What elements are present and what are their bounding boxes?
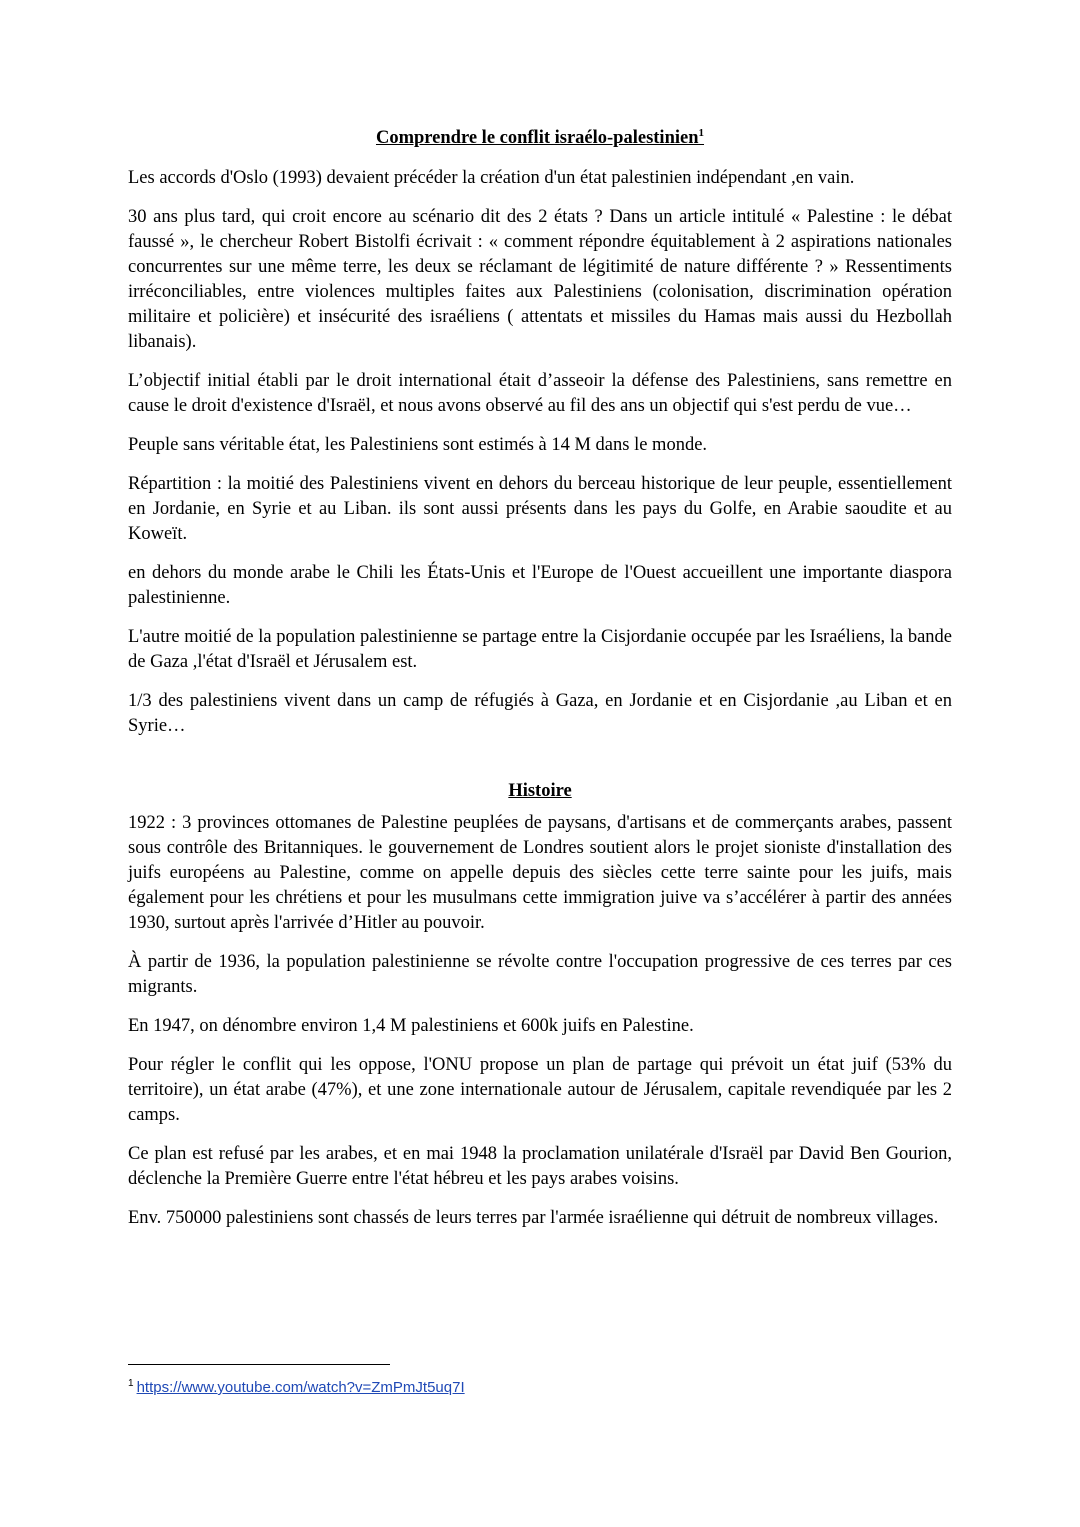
- title-text: Comprendre le conflit israélo-palestinien: [375, 128, 699, 148]
- footnote-mark: 1: [128, 1378, 134, 1389]
- paragraph-750000: Env. 750000 palestiniens sont chassés de leurs terres par l'armée israélienne qui détruit de nombreux villages.: [128, 1208, 939, 1228]
- paragraph-1948: Ce plan est refusé par les arabes, et en mai 1948 la proclamation unilatérale d'Israël par David Ben Gourion, déclenche la Première Guerre entre l'état hébreu et les pays arabes voisins.: [128, 1144, 952, 1189]
- paragraph-1936: À partir de 1936, la population palestinienne se révolte contre l'occupation progressive de ces terres par ces migrants.: [128, 952, 952, 997]
- footnote-separator: [128, 1364, 390, 1365]
- history-heading: Histoire: [508, 781, 572, 801]
- paragraph-oslo: Les accords d'Oslo (1993) devaient précéder la création d'un état palestinien indépendant ,en vain.: [128, 168, 855, 188]
- paragraph-1922: 1922 : 3 provinces ottomanes de Palestine peuplées de paysans, d'artisans et de commerçants arabes, passent sous contrôle des Britanniques. le gouvernement de Londres soutient alors le projet sioniste d'installation des juifs européens au Palestine, comme on appelle depuis des siècles cette terre sainte pour les juifs, mais également pour les chrétiens et pour les musulmans cette immigration juive va s’accélérer à partir des années 1930, surtout après l'arrivée d’Hitler au pouvoir.: [128, 813, 952, 933]
- paragraph-1947: En 1947, on dénombre environ 1,4 M palestiniens et 600k juifs en Palestine.: [128, 1016, 694, 1036]
- title-footnote-mark[interactable]: 1: [698, 126, 705, 139]
- paragraph-refugee-camps: 1/3 des palestiniens vivent dans un camp de réfugiés à Gaza, en Jordanie et en Cisjordanie ,au Liban et en Syrie…: [128, 691, 952, 736]
- paragraph-objective: L’objectif initial établi par le droit international était d’asseoir la défense des Palestiniens, sans remettre en cause le droit d'existence d'Israël, et nous avons observé au fil des ans un objectif qui s'est perdu de vue…: [128, 371, 952, 416]
- paragraph-diaspora: en dehors du monde arabe le Chili les États-Unis et l'Europe de l'Ouest accueillent une importante diaspora palestinienne.: [128, 563, 952, 608]
- paragraph-onu-plan: Pour régler le conflit qui les oppose, l'ONU propose un plan de partage qui prévoit un état juif (53% du territoire), un état arabe (47%), et une zone internationale autour de Jérusalem, capitale revendiquée par les 2 camps.: [128, 1055, 952, 1125]
- paragraph-distribution: Répartition : la moitié des Palestiniens vivent en dehors du berceau historique de leur peuple, essentiellement en Jordanie, en Syrie et au Liban. ils sont aussi présents dans les pays du Golfe, en Arabie saoudite et au Koweït.: [128, 474, 952, 544]
- document-title: [128, 126, 952, 151]
- footnote: [128, 1378, 465, 1398]
- footnote-link[interactable]: https://www.youtube.com/watch?v=ZmPmJt5uq7I: [136, 1379, 465, 1396]
- document-body: [128, 126, 952, 1245]
- paragraph-two-states: 30 ans plus tard, qui croit encore au scénario dit des 2 états ? Dans un article intitulé « Palestine : le débat faussé », le chercheur Robert Bistolfi écrivait : « comment répondre équitablement à 2 aspirations nationales concurrentes sur une même terre, les deux se réclamant de légitimité de nature différente ? » Ressentiments irréconciliables, entre violences multiples faites aux Palestiniens (colonisation, discrimination opération militaire et policière) et insécurité des israéliens ( attentats et missiles du Hamas mais aussi du Hezbollah libanais).: [128, 207, 952, 352]
- paragraph-population: Peuple sans véritable état, les Palestiniens sont estimés à 14 M dans le monde.: [128, 435, 708, 455]
- paragraph-other-half: L'autre moitié de la population palestinienne se partage entre la Cisjordanie occupée par les Israéliens, la bande de Gaza ,l'état d'Israël et Jérusalem est.: [128, 627, 952, 672]
